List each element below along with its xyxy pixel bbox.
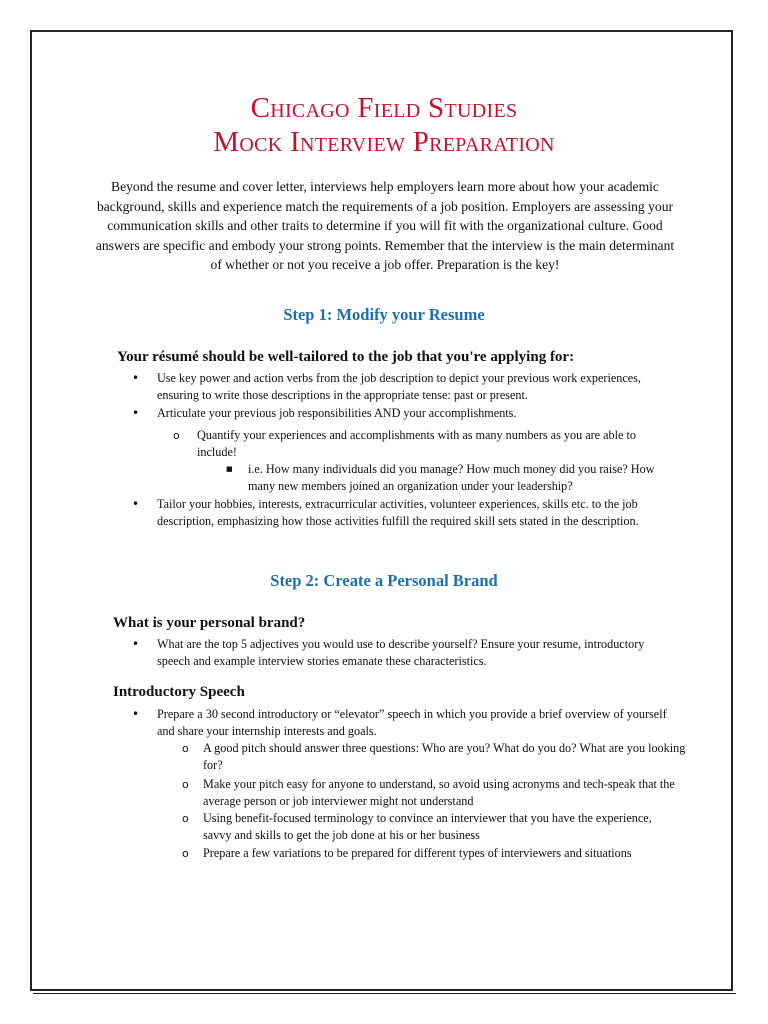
document-title-line-1: Chicago Field Studies bbox=[250, 92, 518, 124]
bullet-icon: • bbox=[132, 371, 140, 385]
speech-sub-questions: A good pitch should answer three questions: Who are you? What do you do? What are you looking for? bbox=[203, 741, 686, 772]
square-bullet-icon: ■ bbox=[226, 465, 233, 473]
bullet-icon: • bbox=[132, 406, 140, 420]
circle-bullet-icon: o bbox=[173, 429, 180, 442]
resume-subsub-examples: i.e. How many individuals did you manage? How much money did you raise? How many new members joined an organization under your leadership? bbox=[248, 462, 655, 493]
intro-speech-heading: Introductory Speech bbox=[113, 684, 245, 700]
speech-sub-benefit: Using benefit-focused terminology to convince an interviewer that you have the experience, savvy and skills to get the job done at his or her business bbox=[203, 811, 652, 842]
resume-subheading: Your résumé should be well-tailored to the job that you're applying for: bbox=[117, 349, 575, 365]
resume-bullet-tailor: Tailor your hobbies, interests, extracurricular activities, volunteer experiences, skills etc. to the job description, emphasizing how those activities fulfill the required skill sets stated in the description. bbox=[157, 497, 639, 528]
intro-speech-bullet: Prepare a 30 second introductory or “elevator” speech in which you provide a brief overview of yourself and share your internship interests and goals. bbox=[157, 707, 667, 738]
resume-bullet-accomplishments: Articulate your previous job responsibilities AND your accomplishments. bbox=[157, 406, 517, 420]
step-1-heading: Step 1: Modify your Resume bbox=[283, 305, 485, 324]
personal-brand-heading: What is your personal brand? bbox=[113, 615, 306, 631]
step-2-heading: Step 2: Create a Personal Brand bbox=[270, 571, 498, 590]
document-title-line-2: Mock Interview Preparation bbox=[213, 126, 555, 158]
circle-bullet-icon: o bbox=[182, 847, 189, 860]
bullet-icon: • bbox=[132, 707, 140, 721]
resume-bullet-action-verbs: Use key power and action verbs from the job description to depict your previous work experiences, ensuring to write those descriptions in the appropriate tense: past or present. bbox=[157, 371, 641, 402]
circle-bullet-icon: o bbox=[182, 778, 189, 791]
circle-bullet-icon: o bbox=[182, 812, 189, 825]
bullet-icon: • bbox=[132, 637, 140, 651]
speech-sub-easy: Make your pitch easy for anyone to understand, so avoid using acronyms and tech-speak that the average person or job interviewer might not understand bbox=[203, 777, 675, 808]
speech-sub-variations: Prepare a few variations to be prepared for different types of interviewers and situations bbox=[203, 846, 632, 860]
circle-bullet-icon: o bbox=[182, 742, 189, 755]
personal-brand-bullet: What are the top 5 adjectives you would use to describe yourself? Ensure your resume, introductory speech and example interview stories emanate these characteristics. bbox=[157, 637, 645, 668]
resume-sub-quantify: Quantify your experiences and accomplishments with as many numbers as you are able to include! bbox=[197, 428, 636, 459]
intro-paragraph: Beyond the resume and cover letter, interviews help employers learn more about how your academic background, skills and experience match the requirements of a job position. Employers are assessing your communication skills and other traits to determine if you will fit with the organizational culture. Good answers are specific and embody your strong points. Remember that the interview is the main determinant of whether or not you receive a job offer. Preparation is the key! bbox=[95, 179, 675, 273]
bullet-icon: • bbox=[132, 497, 140, 511]
